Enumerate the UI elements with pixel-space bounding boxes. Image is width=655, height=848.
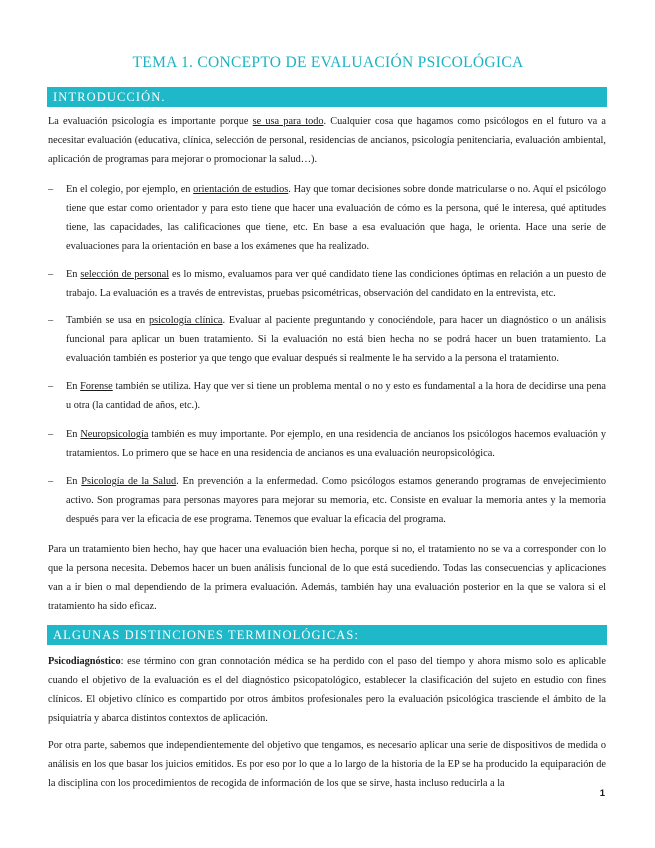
bullet-text bbox=[66, 311, 606, 368]
bullet-topic: Forense bbox=[80, 381, 113, 392]
bullet-text-post: . Evaluar al paciente preguntando y conociéndole, para hacer un diagnóstico o un análisis funcional para aplicar un buen tratamiento. Si la evaluación no está bien hecha no se podrá hacer un buen tratamiento. La evaluación también es posterior ya que tengo que evaluar después si realmente le ha servido a la persona el tratamiento. bbox=[66, 315, 606, 364]
section-heading-distinciones: ALGUNAS DISTINCIONES TERMINOLÓGICAS: bbox=[47, 625, 607, 645]
bullet-dash: – bbox=[48, 381, 54, 392]
intro-text-end: . Cualquier cosa que hagamos como psicólogos en el futuro va a necesitar evaluación (educativa, clínica, selección de personal, residencias de ancianos, psicología penitenciaria, evaluación ambiental, aplicación de programas para mejorar o promocionar la salud…). bbox=[48, 116, 606, 165]
intro-paragraph-2: Para un tratamiento bien hecho, hay que hacer una evaluación bien hecha, porque si no, el tratamiento no se va a corresponder con lo que la persona necesita. Debemos hacer un buen análisis funcional de lo que está sucediendo. Todas las consecuencias y aplicaciones van a ir bien o mal dependiendo de la primera evaluación. Además, también hay una evaluación posterior en la que se valora si el tratamiento ha sido eficaz. bbox=[48, 544, 606, 612]
bullet-text-pre: En el colegio, por ejemplo, en bbox=[66, 184, 194, 195]
bullet-item bbox=[48, 472, 606, 529]
bullet-topic: Neuropsicología bbox=[80, 429, 149, 440]
bullet-dash: – bbox=[48, 269, 54, 280]
term-psicodiagnostico: Psicodiagnóstico bbox=[48, 656, 121, 667]
bullet-topic: selección de personal bbox=[80, 269, 170, 280]
bullet-text-pre: En bbox=[66, 381, 81, 392]
bullet-item bbox=[48, 180, 606, 256]
distinctions-paragraph-1 bbox=[48, 652, 606, 728]
bullet-text bbox=[66, 472, 606, 529]
bullet-text-post: también se utiliza. Hay que ver si tiene un problema mental o no y esto es fundamental a la hora de decidirse una pena u otra (la cantidad de años, etc.). bbox=[66, 381, 606, 411]
bullet-text bbox=[66, 425, 606, 463]
bullet-topic: orientación de estudios bbox=[193, 184, 289, 195]
intro-paragraph-1 bbox=[48, 112, 606, 169]
document-title: TEMA 1. CONCEPTO DE EVALUACIÓN PSICOLÓGICA bbox=[132, 54, 524, 71]
bullet-item bbox=[48, 311, 606, 368]
bullet-item bbox=[48, 265, 606, 303]
bullet-dash: – bbox=[48, 429, 54, 440]
distinctions-p1-text: : ese término con gran connotación médica se ha perdido con el paso del tiempo y ahora mismo solo es aplicable cuando el objetivo de la evaluación es el del diagnóstico psicopatológico, establecer la clasificación del sujeto en estudio con fines clínicos. El objetivo clínico es compartido por otros ámbitos profesionales pero la evaluación psicológica trasciende el ámbito de la psiquiatría y abarca distintos contextos de aplicación. bbox=[48, 656, 606, 724]
bullet-topic: Psicología de la Salud bbox=[81, 476, 177, 487]
bullet-dash: – bbox=[48, 184, 54, 195]
bullet-text-post: también es muy importante. Por ejemplo, en una residencia de ancianos los psicólogos hacemos evaluación y tratamientos. Lo primero que se hace en una residencia de ancianos es una evaluación neuropsicológica. bbox=[66, 429, 606, 459]
intro-underlined-phrase: se usa para todo bbox=[252, 116, 324, 127]
bullet-text bbox=[66, 377, 606, 415]
section-heading-introduccion: INTRODUCCIÓN. bbox=[47, 87, 607, 107]
bullet-text-pre: En bbox=[66, 429, 81, 440]
bullet-item bbox=[48, 377, 606, 415]
intro-text-start: La evaluación psicología es importante porque bbox=[48, 116, 253, 127]
page-number: 1 bbox=[599, 788, 605, 799]
bullet-text-pre: En bbox=[66, 476, 82, 487]
bullet-item bbox=[48, 425, 606, 463]
bullet-topic: psicología clínica bbox=[148, 315, 223, 326]
bullet-text-post: . Hay que tomar decisiones sobre donde matricularse o no. Aquí el psicólogo tiene que estar como orientador y para esto tiene que hacer una evaluación de cómo es la persona, qué le interesa, qué aptitudes tiene, las capacidades, las calificaciones que tiene, etc. En base a esa evaluación que haga, le orienta. Hace una serie de evaluaciones para la orientación en base a los exámenes que ha realizado. bbox=[66, 184, 606, 252]
bullet-text-post: es lo mismo, evaluamos para ver qué candidato tiene las condiciones óptimas en relación a un puesto de trabajo. La evaluación es a través de entrevistas, pruebas psicométricas, observación del candidato en la entrevista, etc. bbox=[66, 269, 607, 299]
bullet-text-pre: También se usa en bbox=[66, 315, 149, 326]
distinctions-paragraph-2: Por otra parte, sabemos que independientemente del objetivo que tengamos, es necesario aplicar una serie de dispositivos de medida o análisis en los que basar los juicios emitidos. Es por eso por lo que a lo largo de la historia de la EP se ha producido la equiparación de la disciplina con los procedimientos de recogida de información de los que se sirve, hasta incluso reducirla a la bbox=[48, 740, 606, 789]
bullet-text bbox=[66, 180, 606, 256]
bullet-text-post: . En prevención a la enfermedad. Como psicólogos estamos generando programas de envejecimiento activo. Son programas para personas mayores para mejorar su memoria, etc. Consiste en evaluar la memoria antes y la memoria después para ver la eficacia de ese programa. Tenemos que evaluar la eficacia del programa. bbox=[66, 476, 607, 525]
bullet-dash: – bbox=[48, 476, 54, 487]
bullet-dash: – bbox=[48, 315, 54, 326]
bullet-text-pre: En bbox=[66, 269, 81, 280]
bullet-text bbox=[66, 265, 606, 303]
